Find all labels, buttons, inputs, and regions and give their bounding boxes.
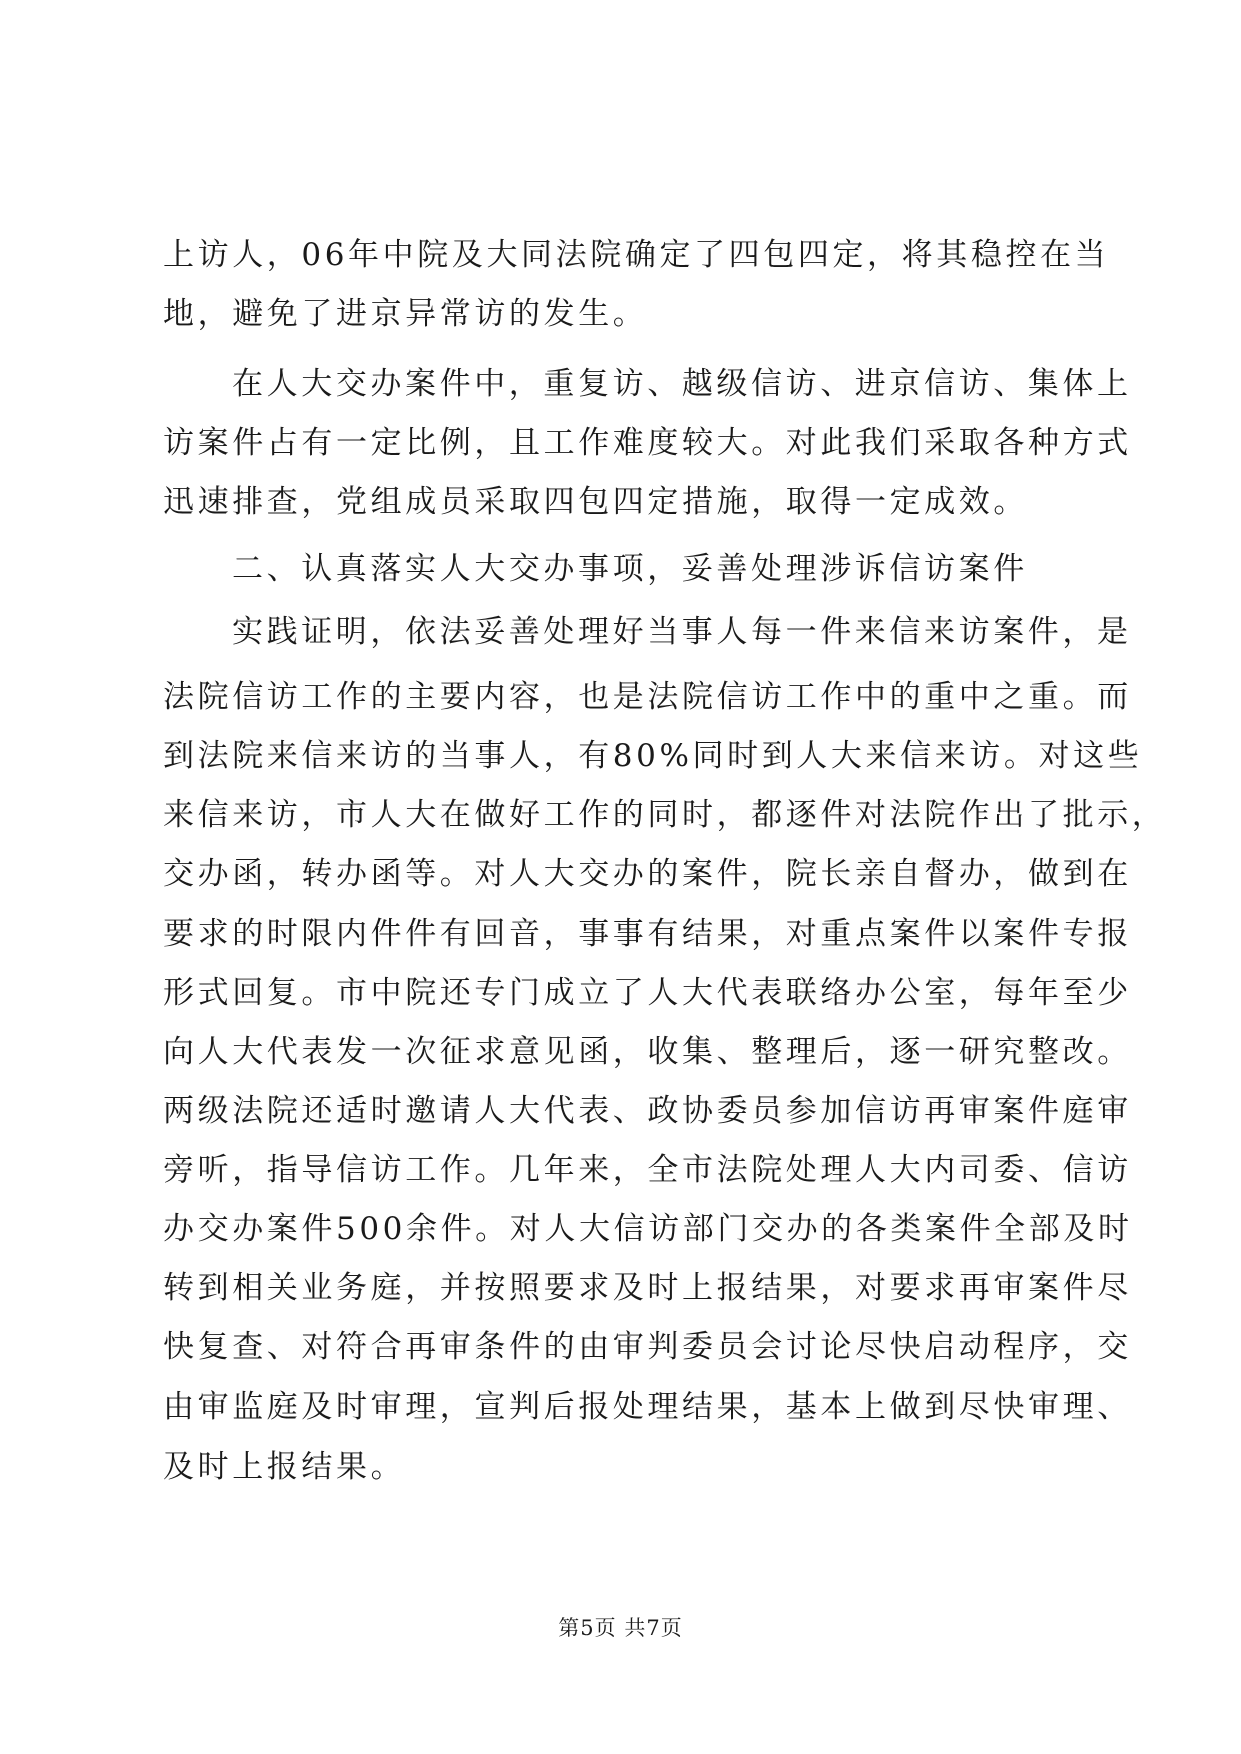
text-line: 旁听，指导信访工作。几年来，全市法院处理人大内司委、信访 (163, 1152, 1132, 1188)
text-line: 形式回复。市中院还专门成立了人大代表联络办公室，每年至少 (163, 975, 1132, 1011)
text-line: 由审监庭及时审理，宣判后报处理结果，基本上做到尽快审理、 (163, 1389, 1132, 1425)
text-line: 办交办案件500余件。对人大信访部门交办的各类案件全部及时 (163, 1211, 1133, 1247)
text-line: 地，避免了进京异常访的发生。 (163, 296, 648, 332)
text-line: 到法院来信来访的当事人，有80%同时到人大来信来访。对这些 (163, 738, 1143, 774)
text-line: 快复查、对符合再审条件的由审判委员会讨论尽快启动程序，交 (163, 1329, 1132, 1365)
text-line: 在人大交办案件中，重复访、越级信访、进京信访、集体上 (232, 366, 1132, 402)
text-line: 向人大代表发一次征求意见函，收集、整理后，逐一研究整改。 (163, 1034, 1132, 1070)
text-line: 迅速排查，党组成员采取四包四定措施，取得一定成效。 (163, 484, 1028, 520)
text-line: 来信来访，市人大在做好工作的同时，都逐件对法院作出了批示， (163, 797, 1167, 833)
text-line: 实践证明，依法妥善处理好当事人每一件来信来访案件，是 (232, 614, 1132, 650)
text-line: 转到相关业务庭，并按照要求及时上报结果，对要求再审案件尽 (163, 1270, 1132, 1306)
text-line: 访案件占有一定比例，且工作难度较大。对此我们采取各种方式 (163, 425, 1132, 461)
text-line: 要求的时限内件件有回音，事事有结果，对重点案件以案件专报 (163, 916, 1132, 952)
text-line: 两级法院还适时邀请人大代表、政协委员参加信访再审案件庭审 (163, 1093, 1132, 1129)
page-number-footer: 第5页 共7页 (558, 1616, 683, 1640)
text-line: 及时上报结果。 (163, 1449, 406, 1485)
text-line: 上访人，06年中院及大同法院确定了四包四定，将其稳控在当 (163, 237, 1110, 273)
text-line: 交办函，转办函等。对人大交办的案件，院长亲自督办，做到在 (163, 856, 1132, 892)
section-heading: 二、认真落实人大交办事项，妥善处理涉诉信访案件 (232, 551, 1028, 587)
text-line: 法院信访工作的主要内容，也是法院信访工作中的重中之重。而 (163, 679, 1132, 715)
